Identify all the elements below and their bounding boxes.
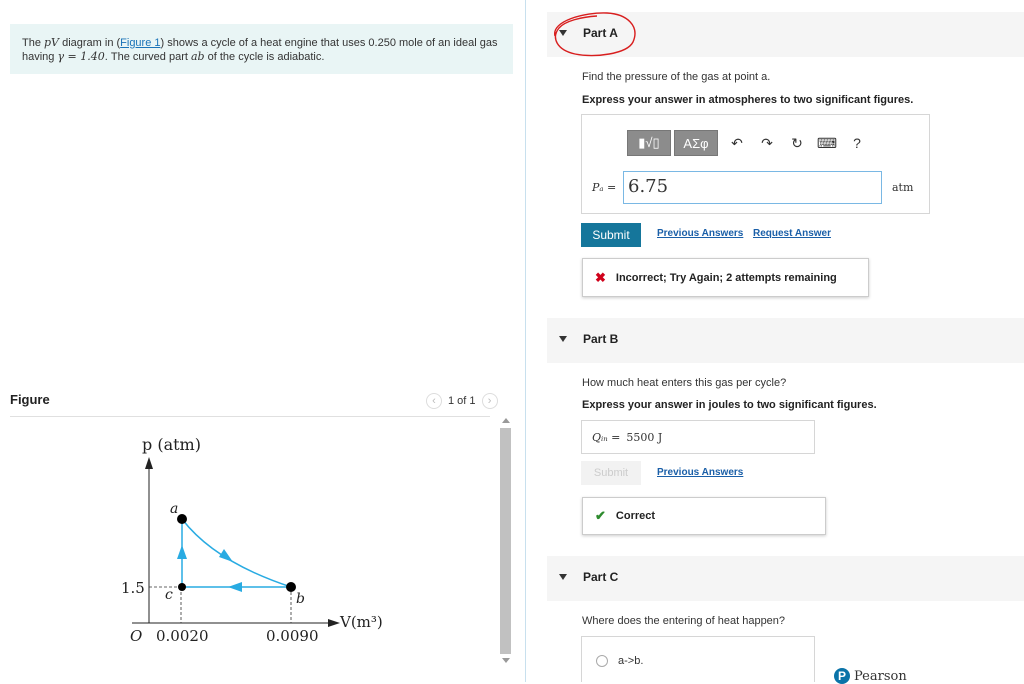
scroll-thumb[interactable] xyxy=(500,428,511,654)
origin-label: O xyxy=(130,627,143,645)
unit-label: atm xyxy=(892,181,914,194)
choice-label: a->b. xyxy=(618,655,644,667)
choice-list xyxy=(581,636,815,682)
figure-counter: 1 of 1 xyxy=(448,395,476,407)
point-c-label: c xyxy=(165,587,173,603)
chevron-left-icon[interactable]: ‹ xyxy=(426,393,442,409)
part-c-title: Part C xyxy=(583,570,619,584)
figure-scrollbar[interactable] xyxy=(500,418,512,664)
problem-text: of the cycle is adiabatic. xyxy=(204,51,325,63)
part-b-header[interactable] xyxy=(547,318,1024,363)
y-axis-label: p (atm) xyxy=(142,435,201,454)
arrow-down-right-icon xyxy=(219,549,233,562)
feedback-text: Incorrect; Try Again; 2 attempts remaining xyxy=(615,271,837,284)
feedback-text: Correct xyxy=(615,510,656,522)
x-tick-label: 0.0020 xyxy=(156,627,209,645)
submit-button-disabled: Submit xyxy=(581,461,641,485)
x-axis-label: V(m³) xyxy=(340,613,383,631)
point-a-label: a xyxy=(170,501,179,517)
qin-label: Qᵢₙ = xyxy=(592,430,621,444)
figure-pager xyxy=(426,393,498,409)
part-b-instruction: Express your answer in joules to two significant figures. xyxy=(582,399,877,411)
correct-feedback xyxy=(582,497,826,535)
previous-answers-link[interactable]: Previous Answers xyxy=(657,228,744,239)
submitted-answer: 5500 J xyxy=(626,430,663,444)
point-a-dot xyxy=(177,514,187,524)
part-a-question: Find the pressure of the gas at point a. xyxy=(582,71,771,83)
pa-label: Pₐ = xyxy=(592,181,617,194)
x-axis-arrow-icon xyxy=(328,619,340,627)
problem-statement xyxy=(10,24,513,74)
adiabatic-curve-ab xyxy=(182,519,291,587)
pearson-p-icon: P xyxy=(834,668,850,684)
collapse-triangle-icon[interactable] xyxy=(559,574,567,580)
pv-diagram xyxy=(10,417,490,683)
figure-label: Figure xyxy=(10,392,50,407)
incorrect-x-icon: ✖ xyxy=(595,269,606,285)
chevron-right-icon[interactable]: › xyxy=(482,393,498,409)
pearson-brand: Pearson xyxy=(854,668,907,684)
problem-text: ) shows a cycle of a heat engine that uses 0.250 mole of an ideal gas xyxy=(160,37,498,49)
part-c-question: Where does the entering of heat happen? xyxy=(582,615,786,627)
submit-button[interactable]: Submit xyxy=(581,223,641,247)
column-divider xyxy=(525,0,526,682)
scroll-down-icon[interactable] xyxy=(502,658,510,663)
part-b-title: Part B xyxy=(583,332,619,346)
math-gamma: γ = 1.40 xyxy=(57,50,105,63)
redo-icon[interactable]: ↷ xyxy=(761,134,773,151)
radio-button[interactable] xyxy=(596,655,608,667)
point-b-dot xyxy=(286,582,296,592)
templates-button[interactable]: ▮√▯ xyxy=(627,130,671,156)
part-c-header[interactable] xyxy=(547,556,1024,601)
choice-option[interactable] xyxy=(596,655,643,667)
submitted-answer-box xyxy=(581,420,815,454)
part-b-question: How much heat enters this gas per cycle? xyxy=(582,377,787,389)
undo-icon[interactable]: ↶ xyxy=(731,134,743,151)
scroll-up-icon[interactable] xyxy=(502,418,510,423)
arrow-up-icon xyxy=(177,545,187,559)
math-ab: ab xyxy=(190,50,205,63)
y-tick-label: 1.5 xyxy=(121,579,145,597)
point-b-label: b xyxy=(296,591,305,607)
symbols-button[interactable]: ΑΣφ xyxy=(674,130,718,156)
figure-link[interactable]: Figure 1 xyxy=(120,37,161,49)
x-tick-label: 0.0090 xyxy=(266,627,319,645)
help-icon[interactable]: ? xyxy=(853,135,861,151)
y-axis-arrow-icon xyxy=(145,457,153,469)
incorrect-feedback xyxy=(582,258,869,297)
point-c-dot xyxy=(178,583,186,591)
previous-answers-link[interactable]: Previous Answers xyxy=(657,467,744,478)
reset-icon[interactable]: ↻ xyxy=(791,134,803,151)
part-a-instruction: Express your answer in atmospheres to two significant figures. xyxy=(582,94,914,106)
request-answer-link[interactable]: Request Answer xyxy=(753,228,831,239)
collapse-triangle-icon[interactable] xyxy=(559,336,567,342)
pressure-answer-input[interactable]: 6.75 xyxy=(623,171,882,204)
problem-text: having xyxy=(22,51,58,63)
math-pv: pV xyxy=(44,36,60,49)
figure-panel xyxy=(10,416,490,683)
arrow-left-icon xyxy=(228,582,242,592)
problem-text: The xyxy=(22,37,45,49)
problem-text: . The curved part xyxy=(104,51,191,63)
math-toolbar xyxy=(627,130,872,156)
part-a-title: Part A xyxy=(583,26,618,40)
checkmark-icon: ✔ xyxy=(595,508,606,523)
problem-text: diagram in ( xyxy=(59,37,121,49)
keyboard-icon[interactable]: ⌨ xyxy=(816,134,838,151)
annotation-circle xyxy=(545,6,641,62)
